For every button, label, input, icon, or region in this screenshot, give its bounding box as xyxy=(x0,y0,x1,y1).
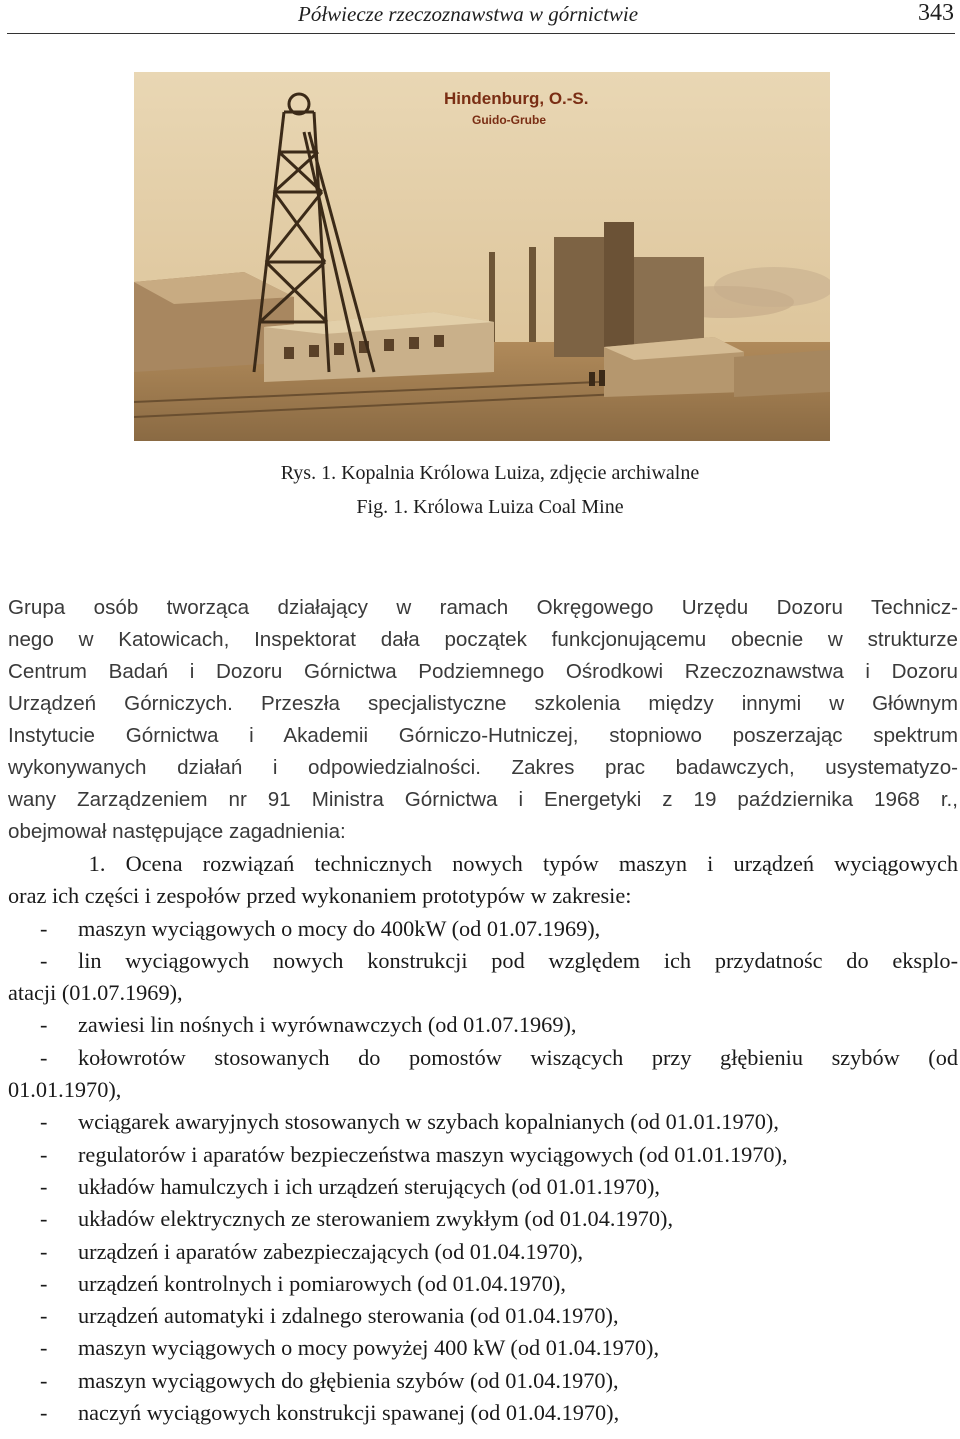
list-item: - zawiesi lin nośnych i wyrównawczych (od 01.07.1969), xyxy=(8,1009,958,1041)
list-item: - maszyn wyciągowych o mocy powyżej 400 kW (od 01.04.1970), xyxy=(8,1332,958,1364)
list-dash: - xyxy=(40,1400,48,1426)
paragraph-line: wany Zarządzeniem nr 91 Ministra Górnictwa i Energetyki z 19 października 1968 r., xyxy=(8,788,958,811)
running-header xyxy=(0,0,960,32)
list-dash: - xyxy=(40,1303,48,1329)
paragraph-line: Urządzeń Górniczych. Przeszła specjalistyczne szkolenia między innymi w Głównym xyxy=(8,692,958,715)
list-dash: - xyxy=(40,947,48,973)
list-intro: oraz ich części i zespołów przed wykonaniem prototypów w zakresie: xyxy=(8,883,632,909)
figure-caption-pl: Rys. 1. Kopalnia Królowa Luiza, zdjęcie archiwalne xyxy=(280,462,700,484)
list-item: - kołowrotów stosowanych do pomostów wiszących przy głębieniu szybów (od xyxy=(8,1042,958,1074)
figure-caption-en: Fig. 1. Królowa Luiza Coal Mine xyxy=(356,496,624,518)
mine-photo-illustration xyxy=(134,72,830,441)
archival-mine-photo xyxy=(134,72,830,441)
list-item: - regulatorów i aparatów bezpieczeństwa maszyn wyciągowych (od 01.01.1970), xyxy=(8,1139,958,1171)
header-rule xyxy=(7,33,955,34)
list-item-continuation: 01.01.1970), xyxy=(8,1077,122,1103)
running-title: Półwiecze rzeczoznawstwa w górnictwie xyxy=(298,2,639,26)
list-dash: - xyxy=(40,1012,48,1038)
list-item-continuation: atacji (01.07.1969), xyxy=(8,980,183,1006)
photo-caption-line2: Guido-Grube xyxy=(472,113,546,127)
paragraph-line: Centrum Badań i Dozoru Górnictwa Podziemnego Ośrodkowi Rzeczoznawstwa i Dozoru xyxy=(8,660,958,683)
list-dash: - xyxy=(40,1238,48,1264)
paragraph-line: obejmował następujące zagadnienia: xyxy=(8,820,346,843)
list-dash: - xyxy=(40,1173,48,1199)
list-dash: - xyxy=(40,915,48,941)
list-dash: - xyxy=(40,1109,48,1135)
list-item: - wciągarek awaryjnych stosowanych w szybach kopalnianych (od 01.01.1970), xyxy=(8,1106,958,1138)
list-dash: - xyxy=(40,1141,48,1167)
photo-caption-line1: Hindenburg, O.-S. xyxy=(444,89,589,108)
page-number: 343 xyxy=(918,0,954,26)
requirements-list xyxy=(8,848,958,1429)
list-item: - maszyn wyciągowych o mocy do 400kW (od 01.07.1969), xyxy=(8,913,958,945)
list-item: - naczyń wyciągowych konstrukcji spawanej (od 01.04.1970), xyxy=(8,1397,958,1429)
list-item: - urządzeń automatyki i zdalnego sterowania (od 01.04.1970), xyxy=(8,1300,958,1332)
list-item: - urządzeń i aparatów zabezpieczających (od 01.04.1970), xyxy=(8,1236,958,1268)
list-item: - układów hamulczych i ich urządzeń sterujących (od 01.01.1970), xyxy=(8,1171,958,1203)
paragraph-line: Instytucie Górnictwa i Akademii Górniczo-Hutniczej, stopniowo poszerzając spektrum xyxy=(8,724,958,747)
list-dash: - xyxy=(40,1044,48,1070)
list-dash: - xyxy=(40,1206,48,1232)
paragraph-line: wykonywanych działań i odpowiedzialności. Zakres prac badawczych, usystematyzo- xyxy=(8,756,958,779)
list-dash: - xyxy=(40,1270,48,1296)
paragraph-line: Grupa osób tworząca działający w ramach Okręgowego Urzędu Dozoru Technicz- xyxy=(8,596,958,619)
list-dash: - xyxy=(40,1335,48,1361)
main-paragraph xyxy=(8,592,958,848)
list-item: - maszyn wyciągowych do głębienia szybów (od 01.04.1970), xyxy=(8,1365,958,1397)
list-intro: 1. Ocena rozwiązań technicznych nowych typów maszyn i urządzeń wyciągowych xyxy=(8,851,958,876)
list-item: - lin wyciągowych nowych konstrukcji pod względem ich przydatnośc do eksplo- xyxy=(8,945,958,977)
paragraph-line: nego w Katowicach, Inspektorat dała początek funkcjonującemu obecnie w strukturze xyxy=(8,628,958,651)
list-item: - urządzeń kontrolnych i pomiarowych (od 01.04.1970), xyxy=(8,1268,958,1300)
list-item: - układów elektrycznych ze sterowaniem zwykłym (od 01.04.1970), xyxy=(8,1203,958,1235)
list-dash: - xyxy=(40,1367,48,1393)
